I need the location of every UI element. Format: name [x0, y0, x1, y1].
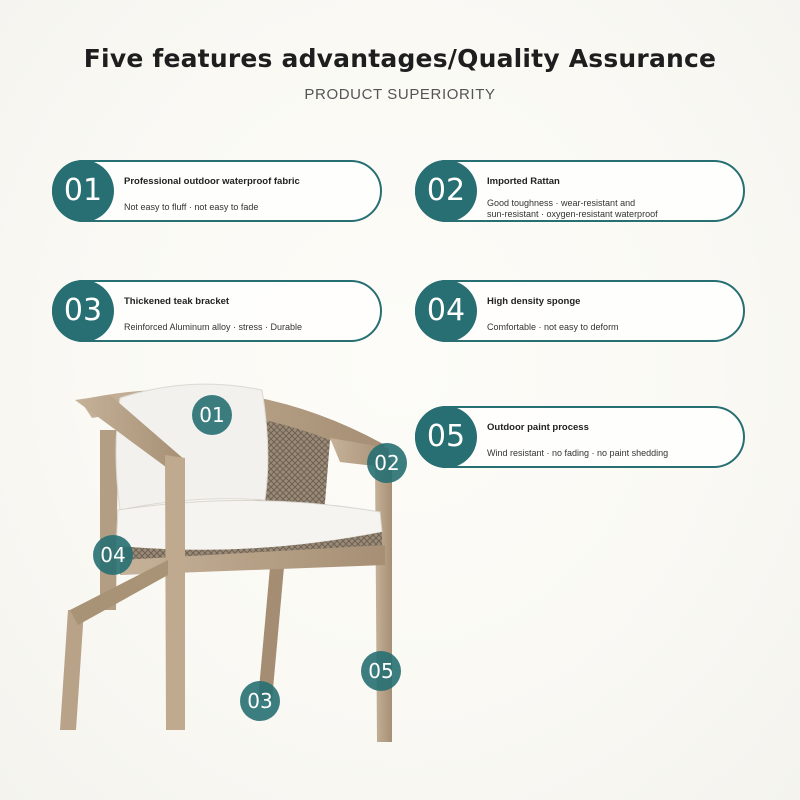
marker-04: 04 [93, 535, 133, 575]
feature-description: Reinforced Aluminum alloy · stress · Durable [124, 322, 303, 332]
marker-01: 01 [192, 395, 232, 435]
feature-number-badge: 03 [52, 280, 114, 342]
feature-title: Imported Rattan [487, 176, 560, 187]
feature-number-badge: 05 [415, 406, 477, 468]
feature-card-02 [415, 160, 745, 222]
feature-description-line: Good toughness · wear-resistant and [487, 198, 636, 208]
marker-03: 03 [240, 681, 280, 721]
feature-card-05 [415, 406, 745, 468]
feature-card-04 [415, 280, 745, 342]
feature-title: Professional outdoor waterproof fabric [124, 176, 300, 187]
back-cushion [116, 384, 268, 510]
feature-card-03 [52, 280, 382, 342]
front-leg-left-lower [60, 610, 84, 730]
feature-number-badge: 04 [415, 280, 477, 342]
feature-title: Outdoor paint process [487, 422, 589, 433]
page-subtitle: PRODUCT SUPERIORITY [304, 86, 496, 103]
feature-title: High density sponge [487, 296, 581, 307]
feature-description: Comfortable · not easy to deform [487, 322, 619, 332]
front-leg-right [375, 460, 392, 742]
front-leg-left [165, 455, 185, 730]
feature-description: Wind resistant · no fading · no paint shedding [487, 448, 669, 458]
feature-number-badge: 01 [52, 160, 114, 222]
feature-description-line: sun-resistant · oxygen-resistant waterproof [487, 209, 658, 219]
feature-card-01 [52, 160, 382, 222]
feature-number-badge: 02 [415, 160, 477, 222]
marker-02: 02 [367, 443, 407, 483]
feature-description [487, 198, 727, 220]
feature-description: Not easy to fluff · not easy to fade [124, 202, 259, 212]
marker-05: 05 [361, 651, 401, 691]
feature-title: Thickened teak bracket [124, 296, 230, 307]
rear-leg-left [100, 430, 118, 610]
page-title: Five features advantages/Quality Assurance [83, 44, 717, 73]
